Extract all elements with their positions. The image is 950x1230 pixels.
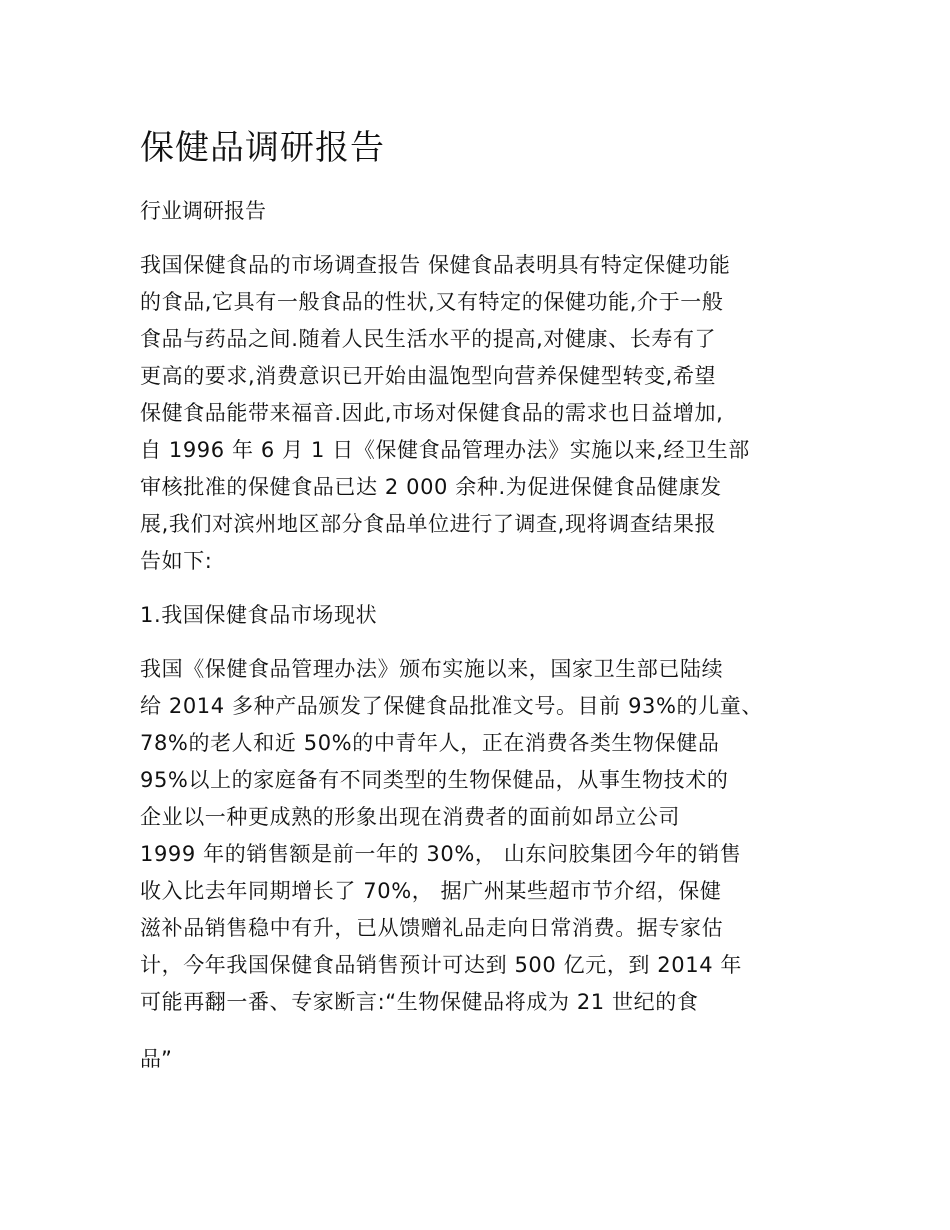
section-paragraph (140, 651, 763, 1021)
text-line: 更高的要求,消费意识已开始由温饱型向营养保健型转变,希望 (140, 364, 717, 388)
text-line: 给 2014 多种产品颁发了保健食品批准文号。目前 93%的儿童、 (140, 694, 763, 718)
text-line: 我国保健食品的市场调查报告 保健食品表明具有特定保健功能 (140, 253, 731, 277)
text-line: 78%的老人和近 50%的中青年人，正在消费各类生物保健品 (140, 731, 720, 755)
text-line: 的食品,它具有一般食品的性状,又有特定的保健功能,介于一般 (140, 290, 724, 314)
text-line: 展,我们对滨州地区部分食品单位进行了调查,现将调查结果报 (140, 512, 717, 536)
page-title: 保健品调研报告 (140, 128, 385, 168)
text-line: 1999 年的销售额是前一年的 30%， 山东问胶集团今年的销售 (140, 842, 742, 866)
intro-paragraph (140, 247, 750, 580)
text-line: 审核批准的保健食品已达 2 000 余种.为促进保健食品健康发 (140, 475, 722, 499)
text-line: 计，今年我国保健食品销售预计可达到 500 亿元，到 2014 年 (140, 953, 743, 977)
text-line: 收入比去年同期增长了 70%， 据广州某些超市节介绍，保健 (140, 879, 722, 903)
text-line: 保健食品能带来福音.因此,市场对保健食品的需求也日益增加, (140, 401, 724, 425)
text-line: 可能再翻一番、专家断言:“生物保健品将成为 21 世纪的食 (140, 990, 699, 1014)
text-line: 告如下: (140, 549, 213, 573)
text-line: 95%以上的家庭备有不同类型的生物保健品，从事生物技术的 (140, 768, 729, 792)
paragraph-tail: 品” (140, 1047, 172, 1071)
text-line: 滋补品销售稳中有升，已从馈赠礼品走向日常消费。据专家估 (140, 916, 724, 940)
text-line: 食品与药品之间.随着人民生活水平的提高,对健康、长寿有了 (140, 327, 717, 351)
text-line: 自 1996 年 6 月 1 日《保健食品管理办法》实施以来,经卫生部 (140, 438, 750, 462)
page-subtitle: 行业调研报告 (140, 199, 266, 223)
text-line: 企业以一种更成熟的形象出现在消费者的面前如昂立公司 (140, 805, 680, 829)
section-heading: 1.我国保健食品市场现状 (140, 603, 378, 627)
text-line: 我国《保健食品管理办法》颁布实施以来，国家卫生部已陆续 (140, 657, 724, 681)
